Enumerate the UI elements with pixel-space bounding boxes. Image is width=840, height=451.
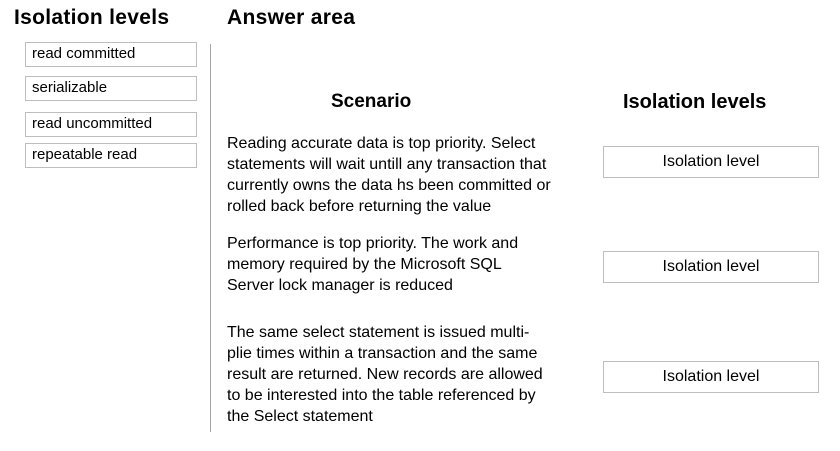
scenario-3-line: to be interested into the table referenced by — [227, 387, 536, 404]
scenario-3-line: result are returned. New records are allowed — [227, 366, 543, 383]
scenario-2-text — [227, 233, 587, 296]
isolation-levels-title: Isolation levels — [14, 6, 170, 29]
scenario-column-header: Scenario — [331, 91, 412, 112]
scenario-3-line: plie times within a transaction and the same — [227, 345, 538, 362]
scenario-1-line: currently owns the data hs been committed or — [227, 177, 551, 194]
scenario-2-drop-target[interactable]: Isolation level — [603, 251, 819, 283]
scenario-3-line: the Select statement — [227, 408, 373, 425]
scenario-3-text — [227, 322, 587, 427]
scenario-3-drop-target[interactable]: Isolation level — [603, 361, 819, 393]
scenario-1-line: statements will wait untill any transaction that — [227, 156, 547, 173]
option-serializable[interactable]: serializable — [25, 76, 197, 101]
isolation-levels-column-header: Isolation levels — [623, 91, 767, 113]
scenario-1-text — [227, 133, 587, 217]
scenario-2-line: memory required by the Microsoft SQL — [227, 256, 502, 273]
option-repeatable-read[interactable]: repeatable read — [25, 143, 197, 168]
divider — [210, 44, 211, 432]
scenario-1-line: Reading accurate data is top priority. Select — [227, 135, 536, 152]
answer-area-title: Answer area — [227, 6, 356, 29]
scenario-1-line: rolled back before returning the value — [227, 198, 492, 215]
option-read-uncommitted[interactable]: read uncommitted — [25, 112, 197, 137]
scenario-1-drop-target[interactable]: Isolation level — [603, 146, 819, 178]
option-read-committed[interactable]: read committed — [25, 42, 197, 67]
scenario-2-line: Server lock manager is reduced — [227, 277, 453, 294]
scenario-2-line: Performance is top priority. The work and — [227, 235, 519, 252]
scenario-3-line: The same select statement is issued multi- — [227, 324, 530, 341]
